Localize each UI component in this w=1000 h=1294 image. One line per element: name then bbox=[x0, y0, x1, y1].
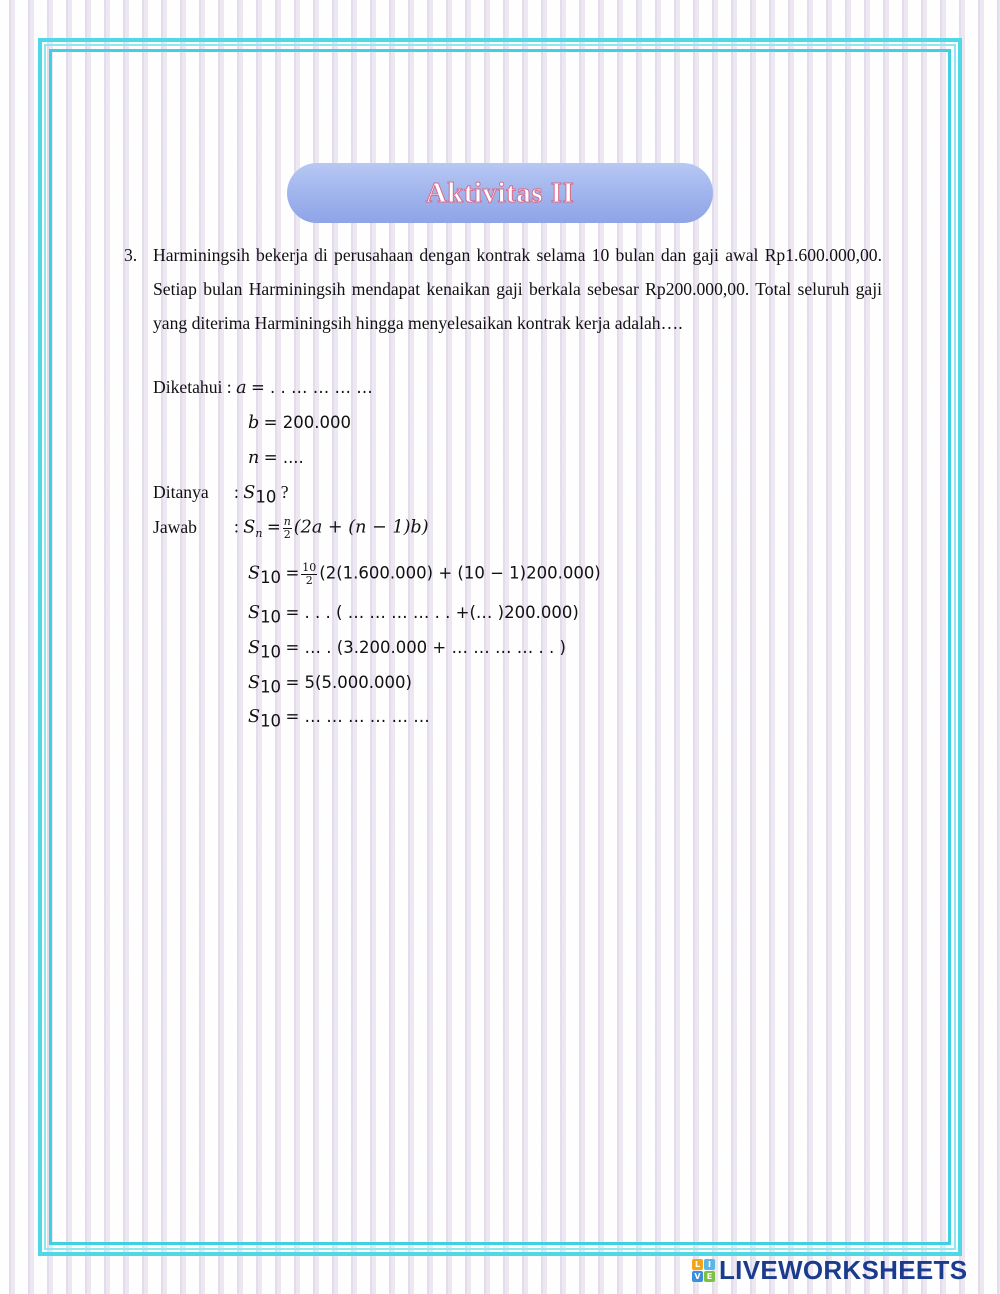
given-n-value: = .... bbox=[263, 448, 304, 467]
answer-label: Jawab bbox=[153, 516, 197, 537]
answer-step-1: $S_{10}$ = $\frac{10}{2}$ (2(1.600.000) + (10 − 1)200.000) bbox=[248, 561, 601, 588]
step1-fraction bbox=[301, 562, 317, 587]
given-b-line bbox=[248, 412, 351, 433]
answer-step-3: $S_{10}$ = … . (3.200.000 + … … … … . . ) bbox=[248, 638, 566, 662]
asked-var: S bbox=[243, 483, 256, 503]
step5-rhs: = … … … … … … bbox=[285, 707, 430, 726]
step1-rhs: (2(1.600.000) + (10 − 1)200.000) bbox=[319, 563, 601, 583]
given-b-value: = 200.000 bbox=[263, 413, 351, 432]
logo-letter-i: I bbox=[704, 1259, 715, 1270]
asked-suffix: ? bbox=[276, 482, 289, 502]
step1-frac-den: 2 bbox=[305, 574, 313, 587]
step4-rhs: = 5(5.000.000) bbox=[285, 673, 412, 692]
given-label: Diketahui bbox=[153, 377, 223, 397]
given-b-var: b bbox=[248, 413, 260, 433]
asked-label: Ditanya bbox=[153, 482, 209, 502]
answer-step-5: $S_{10}$ = … … … … … … bbox=[248, 707, 430, 731]
formula-lhs: S bbox=[243, 517, 256, 538]
step1-frac-num: 10 bbox=[302, 561, 317, 574]
formula-rhs: (2a + (n − 1)b) bbox=[293, 517, 429, 538]
given-n-var: n bbox=[248, 448, 260, 468]
step2-rhs: = . . . ( … … … … . . +(… )200.000) bbox=[285, 603, 579, 622]
logo-letter-e: E bbox=[704, 1271, 715, 1282]
activity-title: Aktivitas II bbox=[425, 176, 575, 209]
formula-frac-den: 2 bbox=[283, 528, 291, 541]
logo-letter-l: L bbox=[692, 1259, 703, 1270]
activity-title-banner bbox=[287, 163, 713, 223]
liveworksheets-logo-icon bbox=[692, 1259, 715, 1282]
answer-step-2: $S_{10}$ = . . . ( … … … … . . +(… )200.000) bbox=[248, 603, 579, 627]
liveworksheets-brand bbox=[692, 1256, 967, 1284]
answer-step-4: $S_{10} = 5(5.000.000)$ bbox=[248, 673, 412, 697]
given-a-value: = . . … … … … bbox=[250, 378, 373, 397]
formula-sub: n bbox=[255, 527, 263, 541]
asked-line: Ditanya : $S_{10}$ ? bbox=[153, 482, 289, 507]
question-text: Harminingsih bekerja di perusahaan dengan kontrak selama 10 bulan dan gaji awal Rp1.600.000,00. Setiap bulan Harminingsih mendapat kenaikan gaji berkala sebesar Rp200.000,00. Total seluruh gaji yang diterima Harminingsih hingga menyelesaikan kontrak kerja adalah…. bbox=[153, 245, 882, 333]
formula-fraction bbox=[283, 516, 292, 541]
given-a-var: a bbox=[236, 378, 247, 398]
asked-sub: 10 bbox=[255, 487, 277, 507]
formula-frac-num: n bbox=[283, 515, 291, 528]
question-block bbox=[124, 238, 882, 340]
given-a-line: Diketahui : a = . . … … … … bbox=[153, 377, 373, 398]
logo-letter-v: V bbox=[692, 1271, 703, 1282]
question-number: 3. bbox=[124, 245, 138, 265]
brand-text: LIVEWORKSHEETS bbox=[719, 1254, 968, 1285]
given-n-line bbox=[248, 447, 304, 468]
step3-rhs: = … . (3.200.000 + … … … … . . ) bbox=[285, 638, 566, 657]
answer-formula-line: Jawab : $S_n$ = $\frac{n}{2}$ (2a + (n − 1)b) bbox=[153, 515, 429, 541]
